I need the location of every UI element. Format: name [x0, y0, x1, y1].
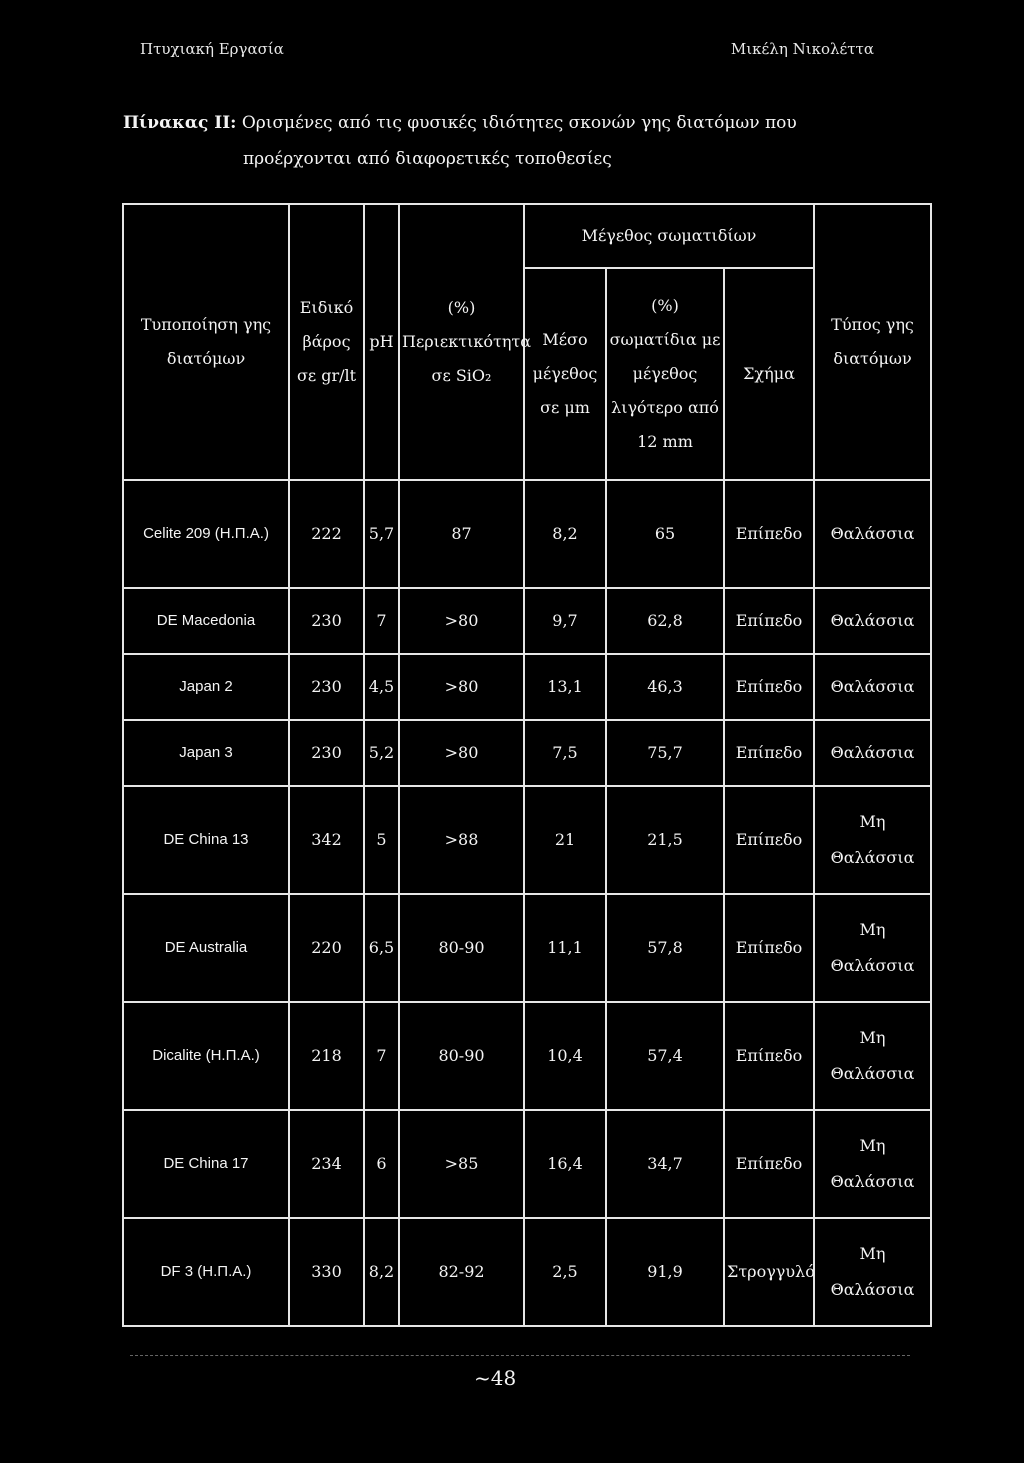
cell-fine: 91,9 — [606, 1218, 724, 1326]
cell-sio2: >80 — [399, 720, 524, 786]
header-particle-size: Μέγεθος σωματιδίων — [524, 204, 814, 268]
cell-ph: 5 — [364, 786, 399, 894]
cell-density: 234 — [289, 1110, 364, 1218]
table-row — [123, 720, 931, 786]
cell-type: Θαλάσσια — [814, 654, 931, 720]
cell-type: Μη Θαλάσσια — [814, 1002, 931, 1110]
cell-shape: Επίπεδο — [724, 654, 814, 720]
caption-line2: προέρχονται από διαφορετικές τοποθεσίες — [243, 149, 612, 169]
cell-sio2: >80 — [399, 588, 524, 654]
table-row — [123, 1110, 931, 1218]
cell-mean: 8,2 — [524, 480, 606, 588]
cell-fine: 57,8 — [606, 894, 724, 1002]
header-fine-pct: (%) σωματίδια με μέγεθος λιγότερο από 12 mm — [606, 268, 724, 480]
header-right: Μικέλη Νικολέττα — [730, 40, 874, 58]
cell-fine: 21,5 — [606, 786, 724, 894]
header-density: Ειδικό βάρος σε gr/lt — [289, 204, 364, 480]
cell-mean: 7,5 — [524, 720, 606, 786]
caption-line1: Ορισμένες από τις φυσικές ιδιότητες σκονών γης διατόμων που — [241, 113, 797, 133]
header-shape: Σχήμα — [724, 268, 814, 480]
cell-ph: 7 — [364, 1002, 399, 1110]
header-sio2: (%) Περιεκτικότητα σε SiO₂ — [399, 204, 524, 480]
cell-shape: Επίπεδο — [724, 786, 814, 894]
table-row — [123, 654, 931, 720]
cell-sio2: >80 — [399, 654, 524, 720]
properties-table — [122, 203, 932, 1327]
cell-name: DE China 17 — [123, 1110, 289, 1218]
table-row — [123, 1002, 931, 1110]
cell-name: DE Macedonia — [123, 588, 289, 654]
header-mean-size: Μέσο μέγεθος σε μm — [524, 268, 606, 480]
table-row — [123, 894, 931, 1002]
cell-fine: 46,3 — [606, 654, 724, 720]
cell-density: 218 — [289, 1002, 364, 1110]
cell-density: 342 — [289, 786, 364, 894]
cell-mean: 11,1 — [524, 894, 606, 1002]
cell-mean: 13,1 — [524, 654, 606, 720]
cell-ph: 8,2 — [364, 1218, 399, 1326]
cell-sio2: >88 — [399, 786, 524, 894]
table-caption — [123, 105, 883, 177]
cell-sio2: >85 — [399, 1110, 524, 1218]
cell-ph: 7 — [364, 588, 399, 654]
cell-name: Celite 209 (Η.Π.Α.) — [123, 480, 289, 588]
table-row — [123, 588, 931, 654]
cell-sio2: 80-90 — [399, 1002, 524, 1110]
cell-shape: Στρογγυλό — [724, 1218, 814, 1326]
cell-name: DE China 13 — [123, 786, 289, 894]
cell-mean: 21 — [524, 786, 606, 894]
cell-mean: 9,7 — [524, 588, 606, 654]
table-row — [123, 1218, 931, 1326]
cell-name: DF 3 (Η.Π.Α.) — [123, 1218, 289, 1326]
cell-type: Μη Θαλάσσια — [814, 786, 931, 894]
page-number: ~48 — [474, 1366, 517, 1390]
cell-sio2: 80-90 — [399, 894, 524, 1002]
cell-shape: Επίπεδο — [724, 720, 814, 786]
cell-name: DE Australia — [123, 894, 289, 1002]
cell-name: Japan 2 — [123, 654, 289, 720]
cell-mean: 16,4 — [524, 1110, 606, 1218]
cell-ph: 6 — [364, 1110, 399, 1218]
cell-mean: 2,5 — [524, 1218, 606, 1326]
cell-density: 222 — [289, 480, 364, 588]
cell-ph: 5,7 — [364, 480, 399, 588]
cell-density: 220 — [289, 894, 364, 1002]
cell-density: 230 — [289, 720, 364, 786]
cell-name: Japan 3 — [123, 720, 289, 786]
cell-fine: 34,7 — [606, 1110, 724, 1218]
cell-shape: Επίπεδο — [724, 480, 814, 588]
header-location: Τυποποίηση γης διατόμων — [123, 204, 289, 480]
cell-density: 330 — [289, 1218, 364, 1326]
cell-shape: Επίπεδο — [724, 894, 814, 1002]
cell-ph: 4,5 — [364, 654, 399, 720]
cell-ph: 5,2 — [364, 720, 399, 786]
cell-fine: 75,7 — [606, 720, 724, 786]
cell-type: Θαλάσσια — [814, 720, 931, 786]
cell-shape: Επίπεδο — [724, 588, 814, 654]
cell-type: Μη Θαλάσσια — [814, 1110, 931, 1218]
cell-name: Dicalite (Η.Π.Α.) — [123, 1002, 289, 1110]
footer-divider — [130, 1355, 910, 1358]
cell-sio2: 87 — [399, 480, 524, 588]
header-earth-type: Τύπος γης διατόμων — [814, 204, 931, 480]
cell-type: Μη Θαλάσσια — [814, 894, 931, 1002]
cell-type: Θαλάσσια — [814, 480, 931, 588]
caption-label: Πίνακας ΙΙ: — [123, 113, 237, 133]
cell-ph: 6,5 — [364, 894, 399, 1002]
cell-type: Θαλάσσια — [814, 588, 931, 654]
cell-shape: Επίπεδο — [724, 1002, 814, 1110]
cell-fine: 65 — [606, 480, 724, 588]
header-left: Πτυχιακή Εργασία — [140, 40, 284, 58]
cell-fine: 62,8 — [606, 588, 724, 654]
cell-mean: 10,4 — [524, 1002, 606, 1110]
cell-sio2: 82-92 — [399, 1218, 524, 1326]
cell-fine: 57,4 — [606, 1002, 724, 1110]
cell-shape: Επίπεδο — [724, 1110, 814, 1218]
table-row — [123, 786, 931, 894]
cell-density: 230 — [289, 588, 364, 654]
table-row — [123, 480, 931, 588]
header-ph: pH — [364, 204, 399, 480]
cell-density: 230 — [289, 654, 364, 720]
cell-type: Μη Θαλάσσια — [814, 1218, 931, 1326]
